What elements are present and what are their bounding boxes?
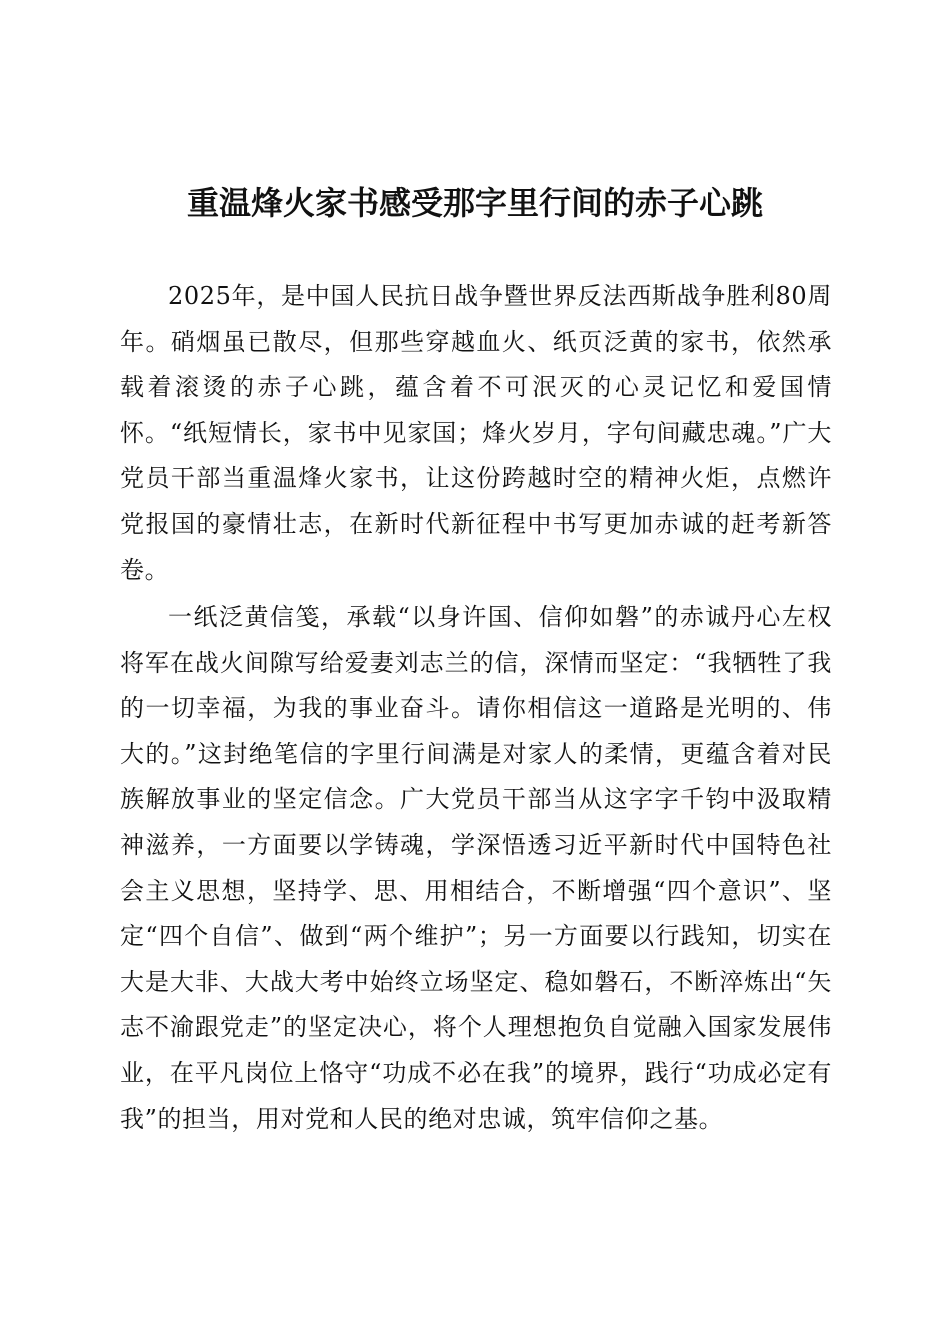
paragraph-2: 一纸泛黄信笺，承载“以身许国、信仰如磐”的赤诚丹心左权将军在战火间隙写给爱妻刘志兰的信，深情而坚定：“我牺牲了我的一切幸福，为我的事业奋斗。请你相信这一道路是光明的、伟大的。”这封绝笔信的字里行间满是对家人的柔情，更蕴含着对民族解放事业的坚定信念。广大党员干部当从这字字千钧中汲取精神滋养，一方面要以学铸魂，学深悟透习近平新时代中国特色社会主义思想，坚持学、思、用相结合，不断增强“四个意识”、坚定“四个自信”、做到“两个维护”；另一方面要以行践知，切实在大是大非、大战大考中始终立场坚定、稳如磐石，不断淬炼出“矢志不渝跟党走”的坚定决心，将个人理想抱负自觉融入国家发展伟业，在平凡岗位上恪守“功成不必在我”的境界，践行“功成必定有我”的担当，用对党和人民的绝对忠诚，筑牢信仰之基。 [120,603,832,1133]
paragraph-1: 2025年，是中国人民抗日战争暨世界反法西斯战争胜利80周年。硝烟虽已散尽，但那些穿越血火、纸页泛黄的家书，依然承载着滚烫的赤子心跳，蕴含着不可泯灭的心灵记忆和爱国情怀。“纸短情长，家书中见家国；烽火岁月，字句间藏忠魂。”广大党员干部当重温烽火家书，让这份跨越时空的精神火炬，点燃许党报国的豪情壮志，在新时代新征程中书写更加赤诚的赶考新答卷。 [120,282,832,584]
document-title: 重温烽火家书感受那字里行间的赤子心跳 [186,184,763,222]
